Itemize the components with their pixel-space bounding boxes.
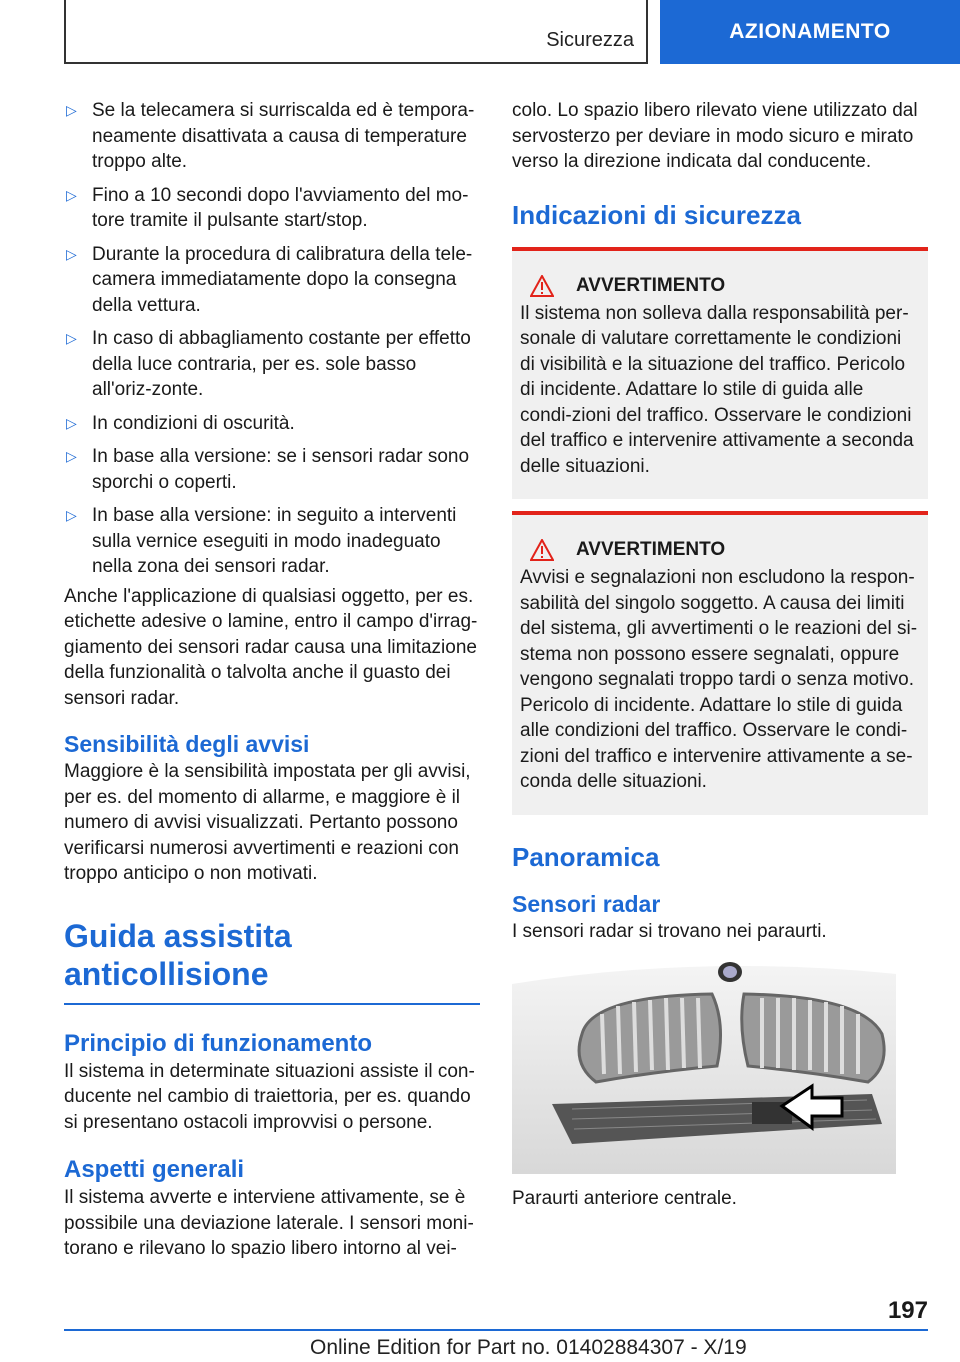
list-item: ▷ Fino a 10 secondi dopo l'avviamento del mo-tore tramite il pulsante start/stop. xyxy=(66,184,469,231)
condition-list xyxy=(64,98,480,580)
warning-box xyxy=(512,247,928,500)
list-item: ▷ In base alla versione: se i sensori radar sono sporchi o coperti. xyxy=(66,446,470,493)
sensitivity-paragraph: Maggiore è la sensibilità impostata per gli avvisi, per es. del momento di allarme, e maggiore è il numero di avvisi visualizzati. Pertanto possono verificarsi numerosi avvertimenti e reazioni con troppo anticipo o non motivati. xyxy=(64,761,471,884)
triangle-bullet-icon: ▷ xyxy=(66,414,77,431)
radar-limitation-paragraph: Anche l'applicazione di qualsiasi oggetto, per es. etichette adesive o lamine, entro il campo d'irrag-giamento dei sensori radar causa una limitazione della funzionalità o talvolta anche il guasto dei sensori radar. xyxy=(64,585,478,709)
footer-divider xyxy=(64,1329,928,1331)
heading-divider xyxy=(64,1003,480,1005)
photo-caption: Paraurti anteriore centrale. xyxy=(512,1188,737,1209)
chapter-heading-line1: Guida assistita xyxy=(64,917,292,954)
general-paragraph: Il sistema avverte e interviene attivamente, se è possibile una deviazione laterale. I sensori moni-torano e rilevano lo spazio libero intorno al vei- xyxy=(64,1187,474,1259)
warning-text: Il sistema non solleva dalla responsabilità per-sonale di valutare correttamente le condizioni di visibilità e la situazione del traffico. Pericolo di incidente. Adattare lo stile di guida alle condi-zioni del traffico. Osservare le condizioni del traffico e intervenire attivamente a seconda delle situazioni. xyxy=(520,302,914,477)
warning-title: AVVERTIMENTO xyxy=(520,539,920,561)
principle-heading: Principio di funzionamento xyxy=(64,1029,372,1057)
right-column xyxy=(512,98,928,1212)
list-item: ▷ In condizioni di oscurità. xyxy=(64,411,480,437)
radar-heading: Sensori radar xyxy=(512,890,661,917)
principle-paragraph: Il sistema in determinate situazioni assiste il con-ducente nel cambio di traiettoria, per es. quando si presentano ostacoli improvvisi o persone. xyxy=(64,1060,475,1133)
triangle-bullet-icon: ▷ xyxy=(66,507,77,523)
warning-text: Avvisi e segnalazioni non escludono la respon-sabilità del singolo soggetto. A causa dei limiti del sistema, gli avvertimenti o le reazioni del si-stema non possono essere segnalati, oppure vengono segnalati troppo tardi o senza motivo. Pericolo di incidente. Adattare lo stile di guida alle condizioni del traffico. Osservare le condi-zioni del traffico e intervenire attivamente a se-conda delle situazioni. xyxy=(520,567,918,792)
overview-heading: Panoramica xyxy=(512,841,660,872)
bumper-photo xyxy=(512,954,896,1174)
list-item: ▷ Durante la procedura di calibratura della tele-camera immediatamente dopo la consegna della vettura. xyxy=(66,243,473,316)
chapter-tab[interactable]: AZIONAMENTO xyxy=(660,0,960,64)
page-number: 197 xyxy=(887,1297,928,1324)
triangle-bullet-icon: ▷ xyxy=(66,186,77,203)
triangle-bullet-icon: ▷ xyxy=(66,330,77,346)
radar-paragraph: I sensori radar si trovano nei paraurti. xyxy=(512,920,827,942)
warning-box xyxy=(512,511,928,815)
continued-paragraph: colo. Lo spazio libero rilevato viene utilizzato dal servosterzo per deviare in modo sicuro e mirato verso la direzione indicata dal conducente. xyxy=(512,100,918,172)
warning-triangle-icon xyxy=(530,539,554,561)
list-item: ▷ In caso di abbagliamento costante per effetto della luce contraria, per es. sole basso all'oriz-zonte. xyxy=(66,328,471,400)
triangle-bullet-icon: ▷ xyxy=(66,245,77,262)
triangle-bullet-icon: ▷ xyxy=(66,448,77,464)
chapter-heading-line2: anticollisione xyxy=(64,955,269,992)
warning-title: AVVERTIMENTO xyxy=(520,275,920,297)
edition-footer: Online Edition for Part no. 01402884307 - X/19 xyxy=(310,1336,747,1359)
list-item: ▷ Se la telecamera si surriscalda ed è tempora-neamente disattivata a causa di temperature troppo alte. xyxy=(66,100,475,172)
header-section-box xyxy=(64,0,648,64)
general-heading: Aspetti generali xyxy=(64,1156,245,1183)
triangle-bullet-icon: ▷ xyxy=(66,102,77,118)
left-column xyxy=(64,98,480,1262)
list-item: ▷ In base alla versione: in seguito a interventi sulla vernice eseguiti in modo inadeguato nella zona dei sensori radar. xyxy=(66,505,457,577)
sensitivity-heading: Sensibilità degli avvisi xyxy=(64,731,310,757)
section-title: Sicurezza xyxy=(546,29,634,51)
warning-triangle-icon xyxy=(530,275,554,297)
safety-heading: Indicazioni di sicurezza xyxy=(512,199,801,230)
